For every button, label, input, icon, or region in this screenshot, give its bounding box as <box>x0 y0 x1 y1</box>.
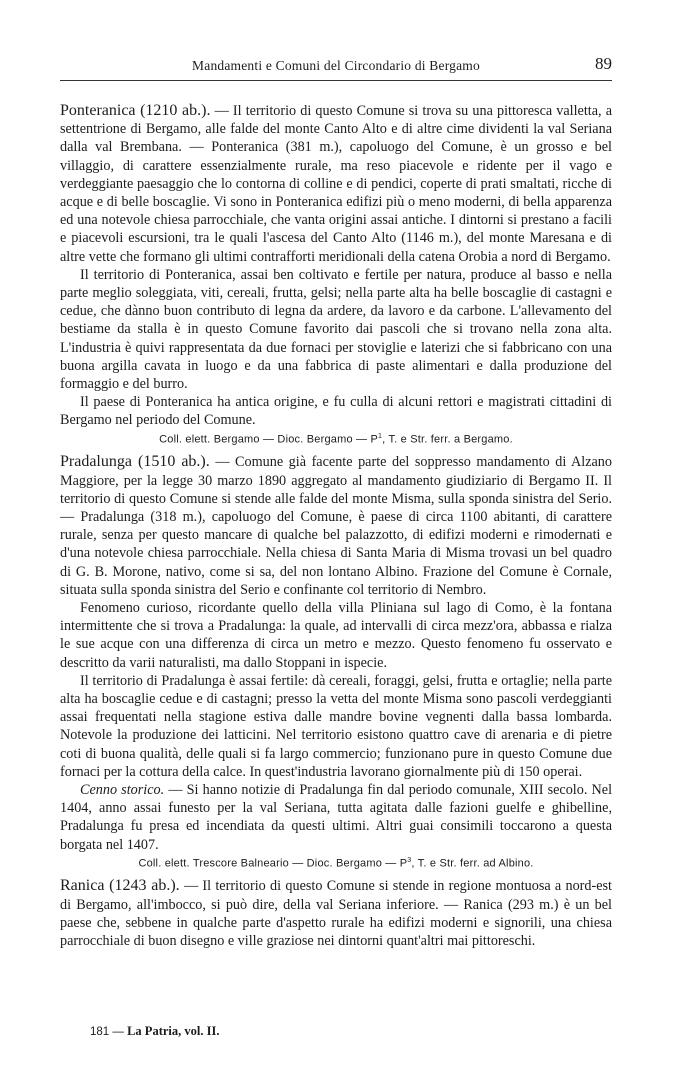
running-header <box>60 56 612 81</box>
electoral-info <box>60 433 612 446</box>
entry-paragraph: Fenomeno curioso, ricordante quello della villa Pliniana sul lago di Como, è la fontana intermittente che si trova a Pradalunga: la quale, ad intervalli di circa mezz'ora, abbassa e rialza le sue acque con una differenza di circa un metro e mezzo. Questo fenomeno fu osservato e descritto da varii naturalisti, ma dallo Stoppani in ispecie. <box>60 599 612 671</box>
entry-text: — Comune già facente parte del soppresso mandamento di Alzano Maggiore, per la legge 30 marzo 1890 aggregato al mandamento giudiziario di Bergamo II. Il territorio di questo Comune si stende alle falde del monte Misma, sulla sponda sinistra del Serio. — Pradalunga (318 m.), capoluogo del Comune, è paese di circa 1100 abitanti, di carattere rurale, senza per questo mancare di qualche bel palazzotto, di edifizi moderni e rimodernati e d'una notevole chiesa parrocchiale. Nella chiesa di Santa Maria di Misma trovasi un bel quadro di G. B. Morone, nativo, come si sa, del non lontano Albino. Frazione del Comune è Cornale, situata sulla sponda sinistra del Serio e confinante col territorio di Nembro. <box>60 454 612 598</box>
entry-heading: Ranica (1243 ab.). <box>60 877 180 895</box>
entry-text: — Il territorio di questo Comune si stende in regione montuosa a nord-est di Bergamo, all'imbocco, si può dire, della val Seriana inferiore. — Ranica (293 m.) è un bel paese che, sebbene in qualche parte d'aspetto rurale ha edifizi moderni e signorili, una chiesa parrocchiale di buon disegno e ville graziose nei dintorni quant'altri mai pittoreschi. <box>60 878 612 950</box>
entry-paragraph: Il paese di Ponteranica ha antica origine, e fu culla di alcuni rettori e magistrati cittadini di Bergamo nel periodo del Comune. <box>60 394 612 429</box>
electoral-info-text: , T. e Str. ferr. ad Albino. <box>411 857 534 870</box>
electoral-info-text: Coll. elett. Bergamo — Dioc. Bergamo — P <box>159 433 379 446</box>
entry-ranica <box>60 877 612 950</box>
entry-heading: Ponteranica (1210 ab.). <box>60 102 211 119</box>
entry-paragraph <box>60 102 612 266</box>
entry-text: — Il territorio di questo Comune si trova su una pittoresca valletta, a settentrione di Bergamo, alle falde del monte Canto Alto e di altre cime dividenti la val Seriana dalla val Brembana. — Ponteranica (381 m.), capoluogo del Comune, è un grosso e bel villaggio, di carattere essenzialmente rurale, ma reso piacevole e ridente per il vago e verdeggiante paesaggio che lo contorna di colline e di pendici, coperte di prati smaltati, ricche di acque e di belle boscaglie. Vi sono in Ponteranica edifizi più o meno moderni, di bella apparenza ed una notevole chiesa parrocchiale, che vanta origini assai antiche. I dintorni si prestano a facili e piacevoli escursioni, tra le quali l'ascesa del Canto Alto (1146 m.), del monte Maresana e di altre vette che formano gli ultimi contrafforti meridionali della catena Orobia a nord di Bergamo. <box>60 103 613 265</box>
page-footer <box>90 1024 219 1039</box>
electoral-info <box>60 857 612 870</box>
electoral-info-text: , T. e Str. ferr. a Bergamo. <box>382 433 513 446</box>
electoral-info-sup: 1 <box>378 432 383 440</box>
electoral-info-sup: 3 <box>407 856 412 864</box>
page-number: 89 <box>595 54 612 73</box>
history-text: — Si hanno notizie di Pradalunga fin dal periodo comunale, XIII secolo. Nel 1404, anno assai funesto per la val Seriana, tutta agitata dalle fazioni guelfe e ghibelline, Pradalunga fu presa ed incendiata da questi ultimi. Altri guai consimili toccarono a questa borgata nel 1407. <box>60 781 613 853</box>
electoral-info-text: Coll. elett. Trescore Balneario — Dioc. Bergamo — P <box>138 857 408 870</box>
entry-paragraph <box>60 877 612 950</box>
entry-paragraph: Il territorio di Pradalunga è assai fertile: dà cereali, foraggi, gelsi, frutta e ortaglie; nella parte alta ha boscaglie cedue e di castagni; presso la vetta del monte Misma sono pascoli verdeggianti assai frequentati nella stagione estiva dalle mandre bovine vegnenti dalla bassa lombarda. Notevole la produzione dei latticini. Nel territorio esistono quattro cave di arenaria e di pietre coti di buona qualità, delle quali si fa largo commercio; funzionano pure in questo Comune due fornaci per la cottura della calce. In quest'industria lavorano giornalmente più di 150 operai. <box>60 672 612 780</box>
entry-pradalunga <box>60 453 612 869</box>
page-body <box>60 102 612 950</box>
signature-mark: 181 — <box>90 1026 124 1038</box>
series-title: La Patria, vol. II. <box>127 1024 220 1038</box>
history-label: Cenno storico. <box>80 781 165 798</box>
entry-heading: Pradalunga (1510 ab.). <box>60 453 210 471</box>
running-title: Mandamenti e Comuni del Circondario di Bergamo <box>192 58 480 73</box>
history-paragraph <box>60 781 612 854</box>
entry-paragraph <box>60 453 612 599</box>
entry-paragraph: Il territorio di Ponteranica, assai ben coltivato e fertile per natura, produce al basso e nella parte meglio soleggiata, viti, cereali, frutta, gelsi; nella parte alta ha belle boscaglie di castagni e cedue, che dànno buon contributo di legna da ardere, da lavoro e da carbone. L'allevamento del bestiame da stalla è in questo Comune favorito dai pascoli che si trovano nella zona alta. L'industria è quivi rappresentata da due fornaci per stoviglie e laterizi che si fabbricano con una buona argilla cavata in luogo e da una fabbrica di paste alimentari e dalla produzione del formaggio e del burro. <box>60 266 612 393</box>
entry-ponteranica <box>60 102 612 445</box>
